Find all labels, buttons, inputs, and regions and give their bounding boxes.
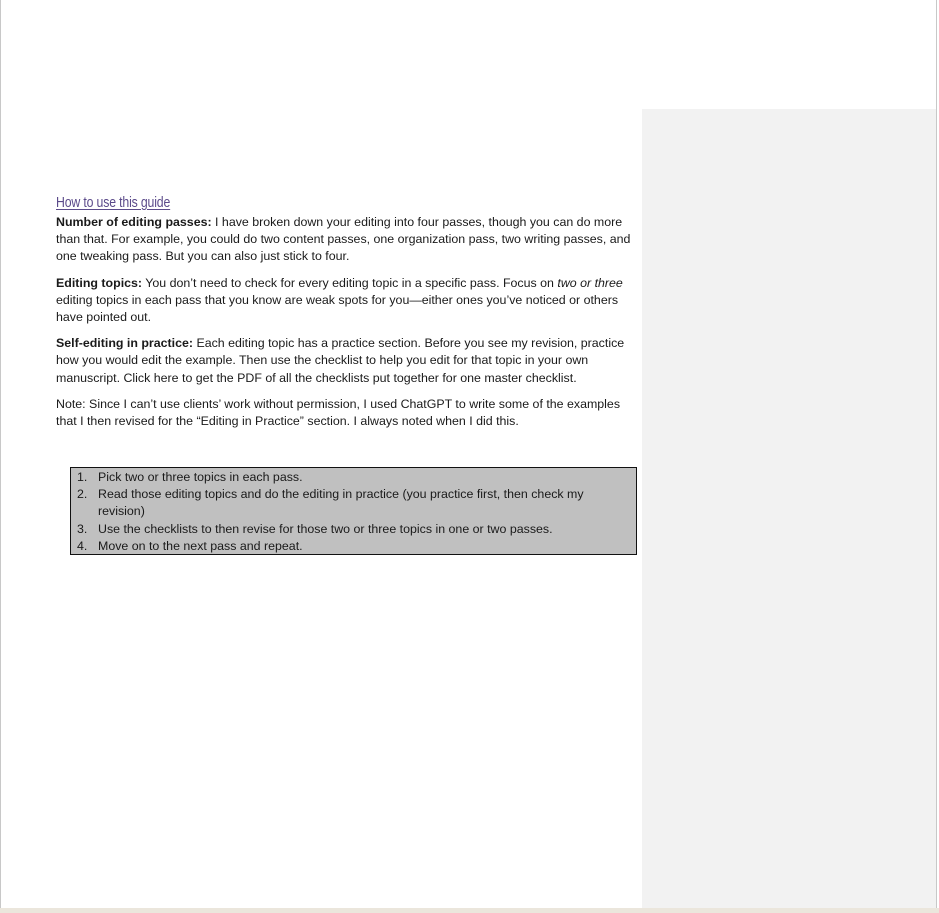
document-body — [56, 194, 636, 439]
step-number: 4. — [77, 538, 88, 553]
paragraph-text: editing topics in each pass that you know are weak spots for you—either ones you’ve noticed or others have pointed out. — [56, 292, 619, 325]
document-bottom-strip — [0, 908, 939, 913]
step-number: 3. — [77, 521, 88, 536]
step-text: Use the checklists to then revise for those two or three topics in one or two passes. — [98, 521, 553, 536]
paragraph-text: You don’t need to check for every editing topic in a specific pass. Focus on — [142, 275, 558, 290]
list-item — [77, 469, 630, 486]
paragraph-label: Editing topics: — [56, 275, 143, 290]
paragraph-editing-topics — [56, 275, 636, 327]
paragraph-self-editing — [56, 335, 636, 387]
paragraph-label: Self-editing in practice: — [56, 336, 194, 351]
page-right-edge — [936, 0, 937, 913]
steps-box — [70, 467, 637, 555]
list-item — [77, 521, 630, 538]
paragraph-emphasis: two or three — [557, 275, 623, 290]
paragraph-note — [56, 396, 636, 430]
list-item — [77, 486, 630, 520]
step-text: Read those editing topics and do the editing in practice (you practice first, then check my revision) — [98, 487, 584, 519]
list-item — [77, 538, 630, 555]
paragraph-text: I have broken down your editing into four passes, though you can do more than that. For example, you could do two content passes, one organization pass, two writing passes, and one tweaking pass. But you can also just stick to four. — [56, 215, 631, 264]
comment-pane — [642, 109, 936, 909]
step-text: Move on to the next pass and repeat. — [98, 538, 303, 553]
paragraph-text: Note: Since I can’t use clients’ work without permission, I used ChatGPT to write some of the examples that I then revised for the “Editing in Practice” section. I always noted when I did this. — [56, 396, 621, 429]
paragraph-editing-passes — [56, 214, 636, 266]
page-left-edge — [0, 0, 1, 913]
section-heading[interactable]: How to use this guide — [56, 194, 171, 211]
step-number: 2. — [77, 487, 88, 502]
step-text: Pick two or three topics in each pass. — [98, 470, 303, 484]
paragraph-text: Each editing topic has a practice section. Before you see my revision, practice how you would edit the example. Then use the checklist to help you edit for that topic in your own manuscript. Click here to get the PDF of all the checklists put together for one master checklist. — [56, 336, 625, 385]
step-number: 1. — [77, 470, 88, 484]
paragraph-label: Number of editing passes: — [56, 215, 212, 229]
steps-list — [77, 469, 630, 555]
